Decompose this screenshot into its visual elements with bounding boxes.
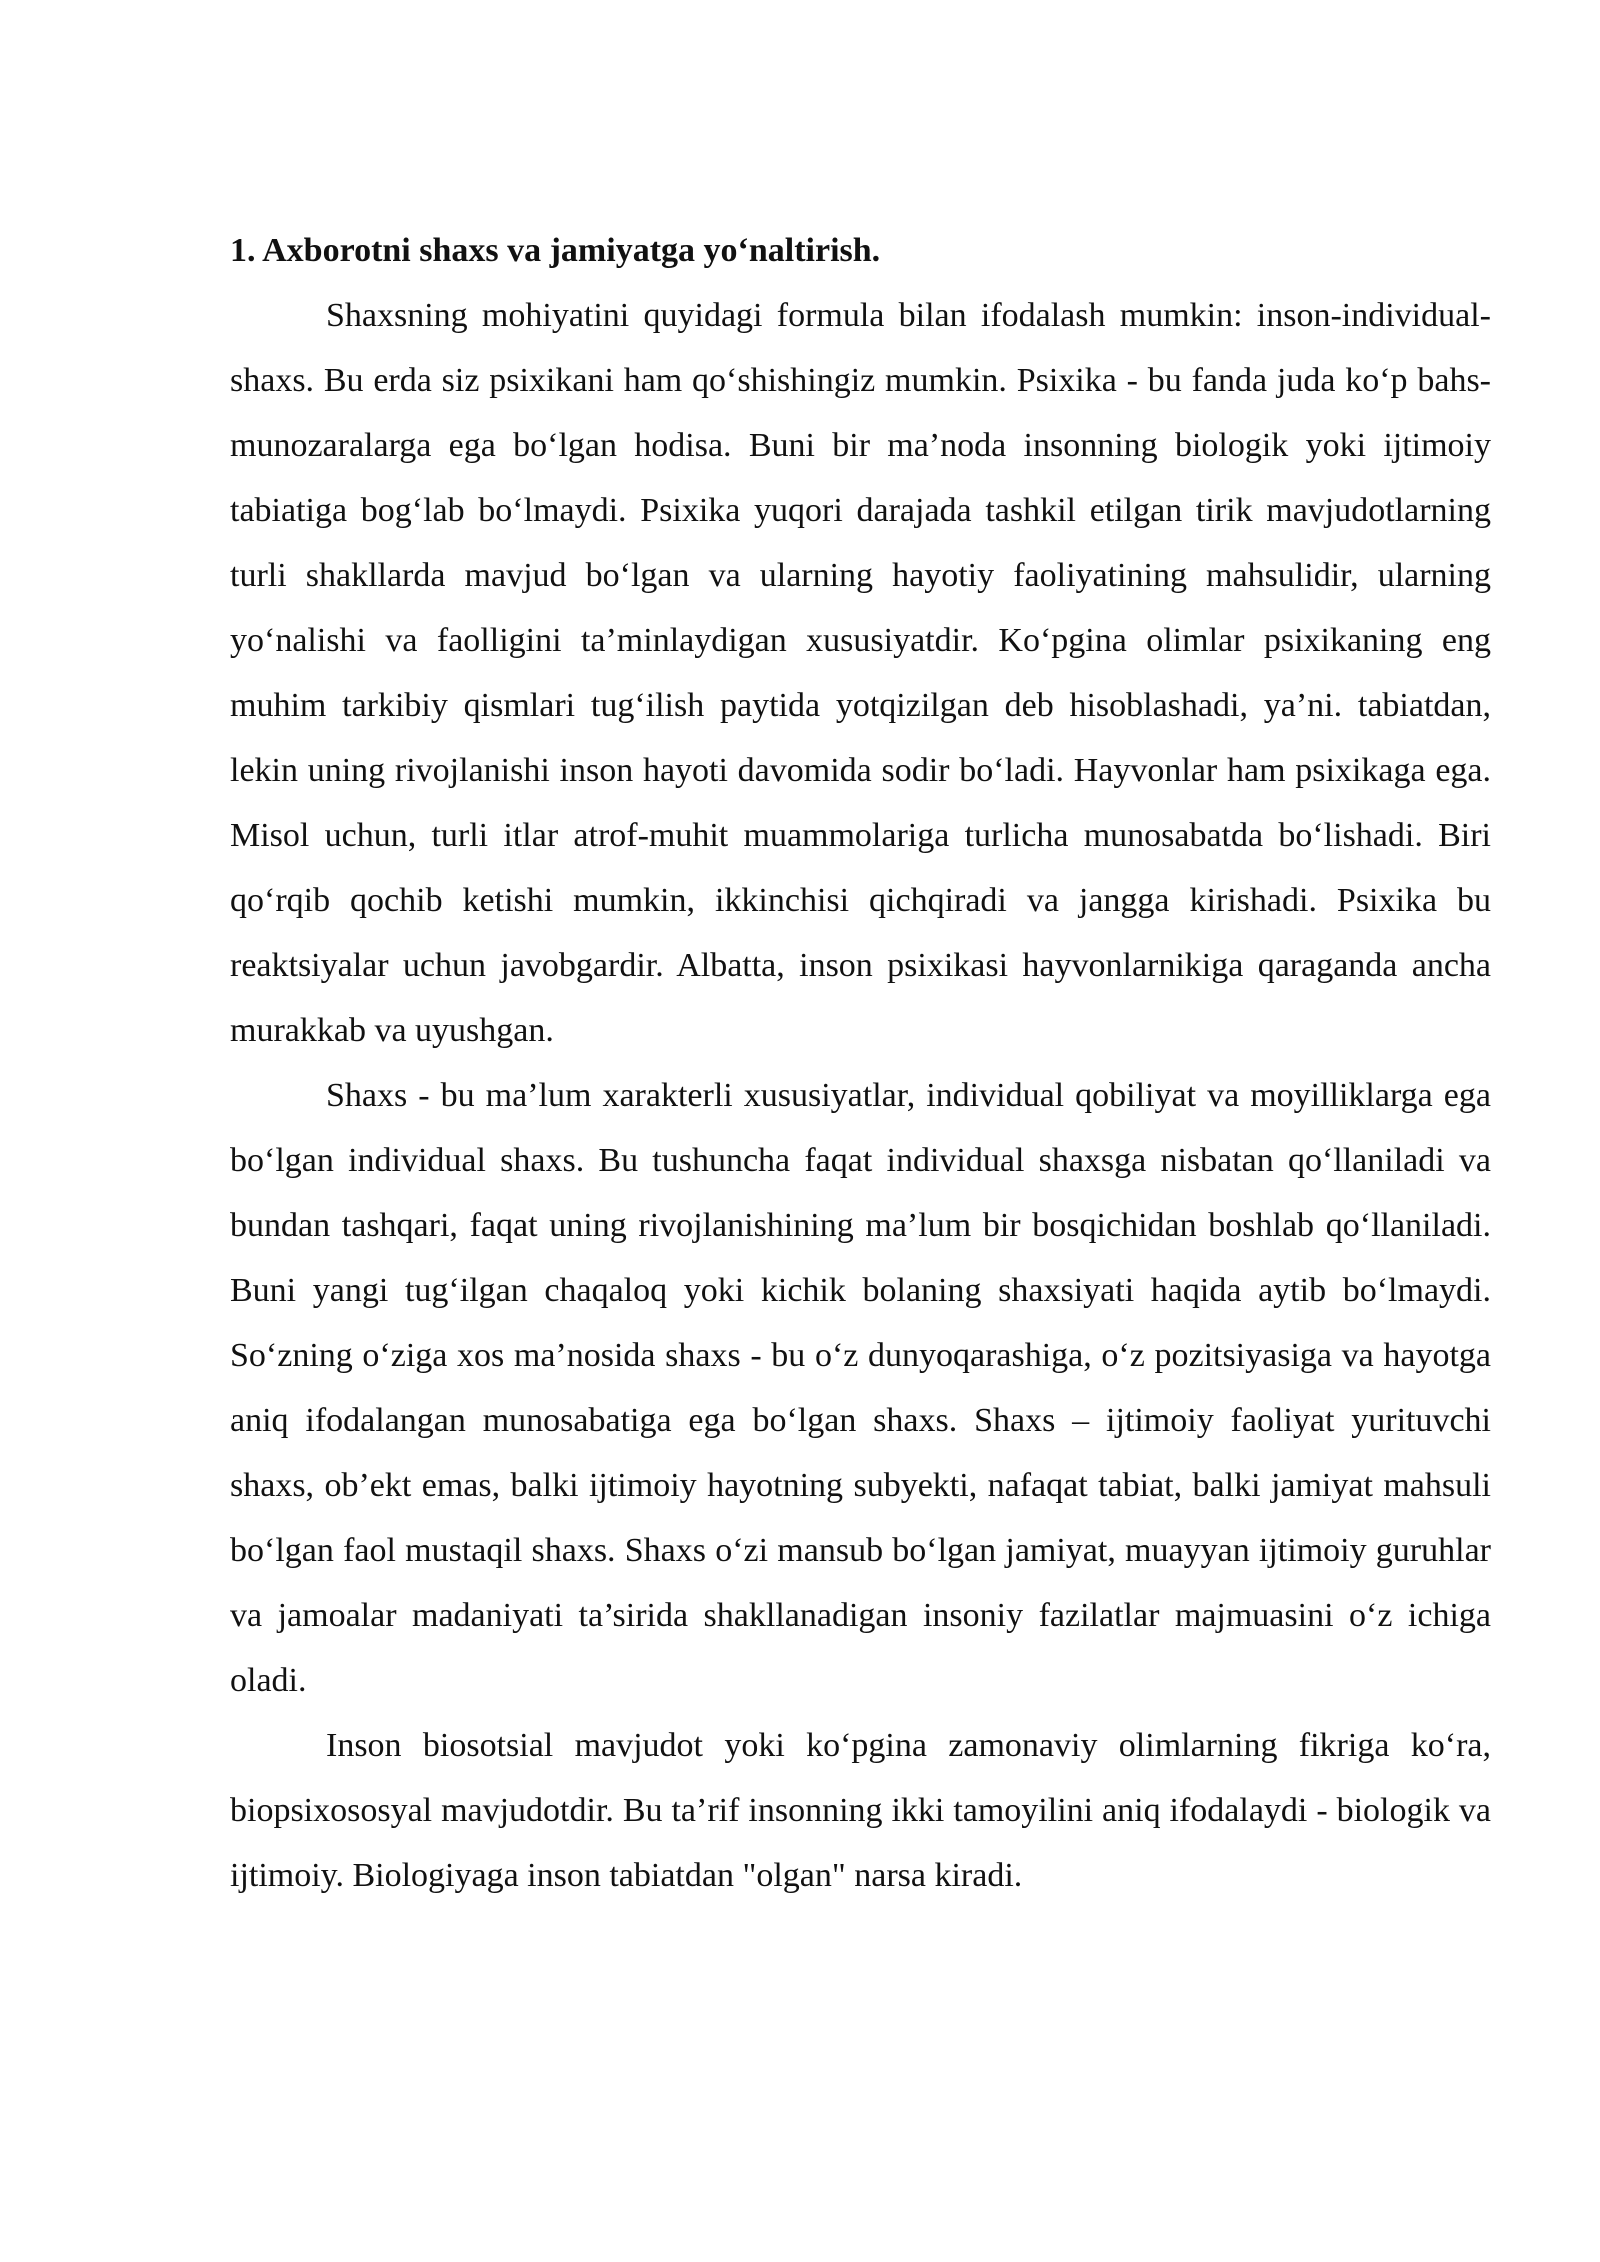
paragraph-psixika: Shaxsning mohiyatini quyidagi formula bilan ifodalash mumkin: inson-individual-shaxs. Bu erda siz psixikani ham qo‘shishingiz mumkin. Psixika - bu fanda juda ko‘p bahs-munozaralarga ega bo‘lgan hodisa. Buni bir ma’noda insonning biologik yoki ijtimoiy tabiatiga bog‘lab bo‘lmaydi. Psixika yuqori darajada tashkil etilgan tirik mavjudotlarning turli shakllarda mavjud bo‘lgan va ularning hayotiy faoliyatining mahsulidir, ularning yo‘nalishi va faolligini ta’minlaydigan xususiyatdir. Ko‘pgina olimlar psixikaning eng muhim tarkibiy qismlari tug‘ilish paytida yotqizilgan deb hisoblashadi, ya’ni. tabiatdan, lekin uning rivojlanishi inson hayoti davomida sodir bo‘ladi. Hayvonlar ham psixikaga ega. Misol uchun, turli itlar atrof-muhit muammolariga turlicha munosabatda bo‘lishadi. Biri qo‘rqib qochib ketishi mumkin, ikkinchisi qichqiradi va jangga kirishadi. Psixika bu reaktsiyalar uchun javobgardir. Albatta, inson psixikasi hayvonlarnikiga qaraganda ancha murakkab va uyushgan. xyxy=(230,297,1491,1049)
paragraph-inson: Inson biosotsial mavjudot yoki ko‘pgina zamonaviy olimlarning fikriga ko‘ra, biopsixososyal mavjudotdir. Bu ta’rif insonning ikki tamoyilini aniq ifodalaydi - biologik va ijtimoiy. Biologiyaga inson tabiatdan "olgan" narsa kiradi. xyxy=(230,1727,1491,1894)
paragraph-shaxs: Shaxs - bu ma’lum xarakterli xususiyatlar, individual qobiliyat va moyilliklarga ega bo‘lgan individual shaxs. Bu tushuncha faqat individual shaxsga nisbatan qo‘llaniladi va bundan tashqari, faqat uning rivojlanishining ma’lum bir bosqichidan boshlab qo‘llaniladi. Buni yangi tug‘ilgan chaqaloq yoki kichik bolaning shaxsiyati haqida aytib bo‘lmaydi. So‘zning o‘ziga xos ma’nosida shaxs - bu o‘z dunyoqarashiga, o‘z pozitsiyasiga va hayotga aniq ifodalangan munosabatiga ega bo‘lgan shaxs. Shaxs – ijtimoiy faoliyat yurituvchi shaxs, ob’ekt emas, balki ijtimoiy hayotning subyekti, nafaqat tabiat, balki jamiyat mahsuli bo‘lgan faol mustaqil shaxs. Shaxs o‘zi mansub bo‘lgan jamiyat, muayyan ijtimoiy guruhlar va jamoalar madaniyati ta’sirida shakllanadigan insoniy fazilatlar majmuasini o‘z ichiga oladi. xyxy=(230,1077,1491,1699)
document-body xyxy=(230,218,1491,1908)
section-heading: 1. Axborotni shaxs va jamiyatga yo‘naltirish. xyxy=(230,232,881,269)
